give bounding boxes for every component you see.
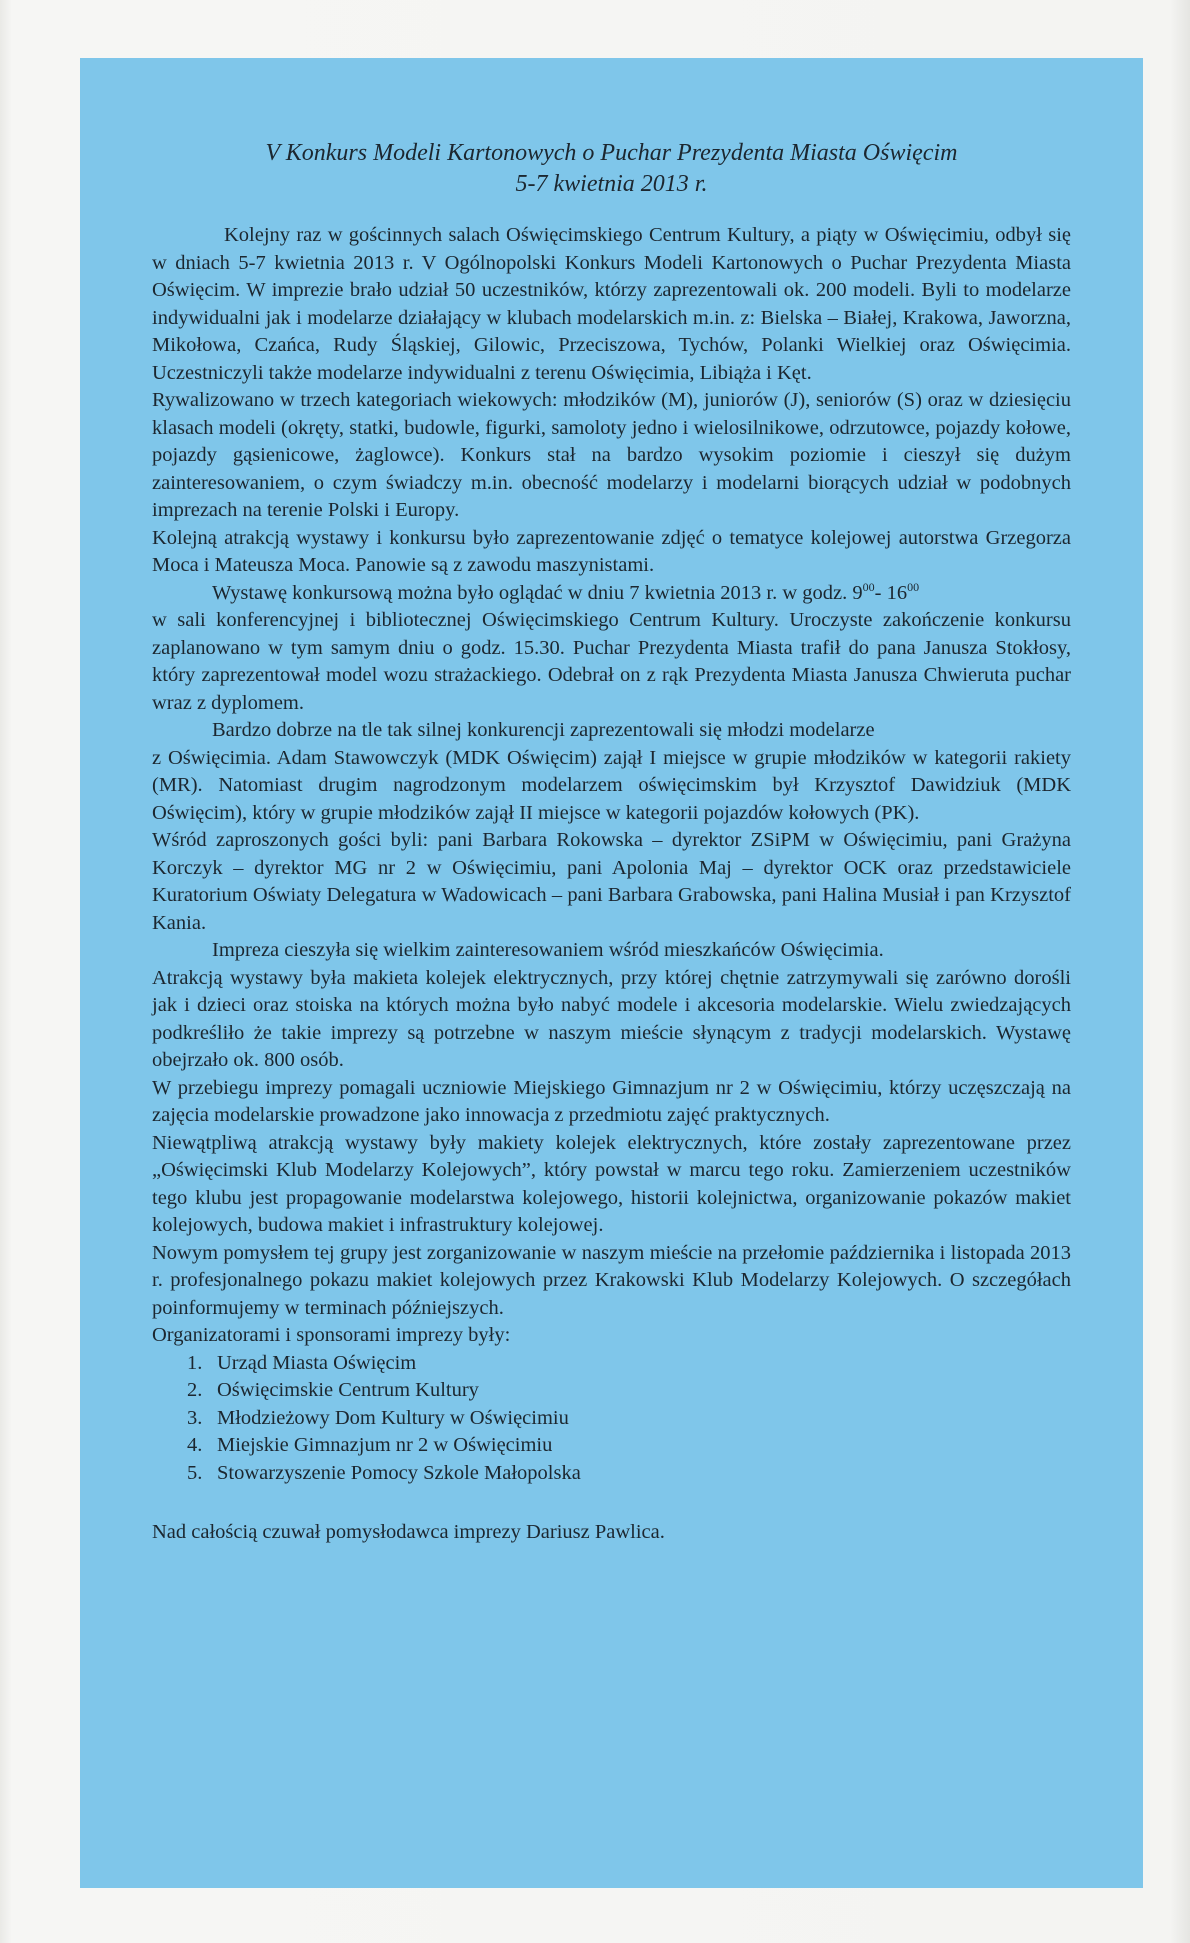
list-item-number: 5. bbox=[187, 1461, 203, 1484]
list-item-number: 4. bbox=[187, 1434, 203, 1456]
list-item-label: Młodzieżowy Dom Kultury w Oświęcimiu bbox=[217, 1406, 569, 1429]
paragraph-guests: Wśród zaproszonych gości byli: pani Barbara Rokowska – dyrektor ZSiPM w Oświęcimiu, pani Grażyna Korczyk – dyrektor MG nr 2 w Oświęcimiu, pani Apolonia Maj – dyrektor OCK oraz przedstawiciele Kuratorium Oświaty Delegatura w Wadowicach – pani Barbara Grabowska, pani Halina Musiał i pan Krzysztof Kania. bbox=[152, 829, 1071, 934]
title-line-1: V Konkurs Modeli Kartonowych o Puchar Prezydenta Miasta Oświęcim bbox=[265, 140, 958, 166]
list-item bbox=[187, 1432, 1071, 1460]
list-item-label: Stowarzyszenie Pomocy Szkole Małopolska bbox=[217, 1461, 581, 1484]
exhibition-end-minutes: 00 bbox=[907, 579, 920, 594]
article-card bbox=[80, 58, 1143, 1888]
paragraph-railway-club: Niewątpliwą atrakcją wystawy były makiety kolejek elektrycznych, które zostały zaprezentowane przez „Oświęcimski Klub Modelarzy Kolejowych”, który powstał w marcu tego roku. Zamierzeniem uczestników tego klubu jest propagowanie modelarstwa kolejowego, historii kolejnictwa, organizowanie pokazów makiet kolejowych, budowa makiet i infrastruktury kolejowej. bbox=[152, 1131, 1071, 1236]
list-item-number: 3. bbox=[187, 1406, 203, 1429]
list-item-label: Urząd Miasta Oświęcim bbox=[217, 1351, 417, 1374]
paragraph-categories: Rywalizowano w trzech kategoriach wiekowych: młodzików (M), juniorów (J), seniorów (S) oraz w dziesięciu klasach modeli (okręty, statki, budowle, figurki, samoloty jedno i wielosilnikowe, odrzutowce, pojazdy kołowe, pojazdy gąsienicowe, żaglowce). Konkurs stał na bardzo wysokim poziomie i cieszył się dużym zainteresowaniem, o czym świadczy m.in. obecność modelarzy i modelarni biorących udział w podobnych imprezach na terenie Polski i Europy. bbox=[152, 389, 1071, 521]
article-title bbox=[152, 138, 1071, 200]
list-item bbox=[187, 1377, 1071, 1405]
list-item-number: 2. bbox=[187, 1379, 203, 1401]
list-item-label: Miejskie Gimnazjum nr 2 w Oświęcimiu bbox=[217, 1434, 553, 1456]
title-line-2: 5-7 kwietnia 2013 r. bbox=[515, 171, 708, 197]
closing-note: Nad całością czuwał pomysłodawca imprezy Dariusz Pawlica. bbox=[152, 1521, 665, 1543]
list-item bbox=[187, 1460, 1071, 1488]
paragraph-new-idea: Nowym pomysłem tej grupy jest zorganizowanie w naszym mieście na przełomie października i listopada 2013 r. profesjonalnego pokazu makiet kolejowych przez Krakowski Klub Modelarzy Kolejowych. O szczegółach poinformujemy w terminach późniejszych. bbox=[152, 1241, 1071, 1319]
list-item-number: 1. bbox=[187, 1351, 203, 1374]
list-item-label: Oświęcimskie Centrum Kultury bbox=[217, 1379, 479, 1401]
paragraph-attraction: Atrakcją wystawy była makieta kolejek elektrycznych, przy której chętnie zatrzymywali się zarówno dorośli jak i dzieci oraz stoiska na których można było nabyć modele i akcesoria modelarskie. Wielu zwiedzających podkreśliło że takie imprezy są potrzebne w naszym mieście słynącym z tradycji modelarskich. Wystawę obejrzało ok. 800 osób. bbox=[152, 966, 1071, 1071]
paragraph-photos: Kolejną atrakcją wystawy i konkursu było zaprezentowanie zdjęć o tematyce kolejowej autorstwa Grzegorza Moca i Mateusza Moca. Panowie są z zawodu maszynistami. bbox=[152, 526, 1071, 576]
paragraph-exhibition-hours bbox=[152, 580, 1071, 608]
exhibition-start-minutes: 00 bbox=[862, 579, 875, 594]
list-item bbox=[187, 1350, 1071, 1378]
paragraph-young-modelers: z Oświęcimia. Adam Stawowczyk (MDK Oświęcim) zajął I miejsce w grupie młodzików w kategorii rakiety (MR). Natomiast drugim nagrodzonym modelarzem oświęcimskim był Krzysztof Dawidziuk (MDK Oświęcim), który w grupie młodzików zajął II miejsce w kategorii pojazdów kołowych (PK). bbox=[152, 746, 1071, 824]
paragraph-intro: Kolejny raz w gościnnych salach Oświęcimskiego Centrum Kultury, a piąty w Oświęcimiu, odbył się w dniach 5-7 kwietnia 2013 r. V Ogólnopolski Konkurs Modeli Kartonowych o Puchar Prezydenta Miasta Oświęcim. W imprezie brało udział 50 uczestników, którzy zaprezentowali ok. 200 modeli. Byli to modelarze indywidualni jak i modelarze działający w klubach modelarskich m.in. z: Bielska – Białej, Krakowa, Jaworzna, Mikołowa, Czańca, Rudy Śląskiej, Gilowic, Przeciszowa, Tychów, Polanki Wielkiej oraz Oświęcimia. Uczestniczyli także modelarze indywidualni z terenu Oświęcimia, Libiąża i Kęt. bbox=[152, 224, 1071, 384]
paragraph-helpers: W przebiegu imprezy pomagali uczniowie Miejskiego Gimnazjum nr 2 w Oświęcimiu, którzy uczęszczają na zajęcia modelarskie prowadzone jako innowacja z przedmiotu zajęć praktycznych. bbox=[152, 1076, 1071, 1126]
exhibition-dash: - 16 bbox=[874, 581, 908, 604]
organizers-list bbox=[187, 1350, 1071, 1488]
paragraph-ceremony: w sali konferencyjnej i bibliotecznej Oświęcimskiego Centrum Kultury. Uroczyste zakończenie konkursu zaplanowano w tym samym dniu o godz. 15.30. Puchar Prezydenta Miasta trafił do pana Janusza Stokłosy, który zaprezentował model wozu strażackiego. Odebrał on z rąk Prezydenta Miasta Janusza Chwieruta puchar wraz z dyplomem. bbox=[152, 609, 1071, 714]
paragraph-organizers-lead: Organizatorami i sponsorami imprezy były: bbox=[152, 1324, 511, 1346]
paragraph-interest: Impreza cieszyła się wielkim zainteresowaniem wśród mieszkańców Oświęcimia. bbox=[212, 939, 884, 961]
paragraph-young-modelers-lead: Bardzo dobrze na tle tak silnej konkurencji zaprezentowali się młodzi modelarze bbox=[212, 719, 875, 741]
list-item bbox=[187, 1405, 1071, 1433]
exhibition-text: Wystawę konkursową można było oglądać w dniu 7 kwietnia 2013 r. w godz. 9 bbox=[212, 581, 863, 604]
